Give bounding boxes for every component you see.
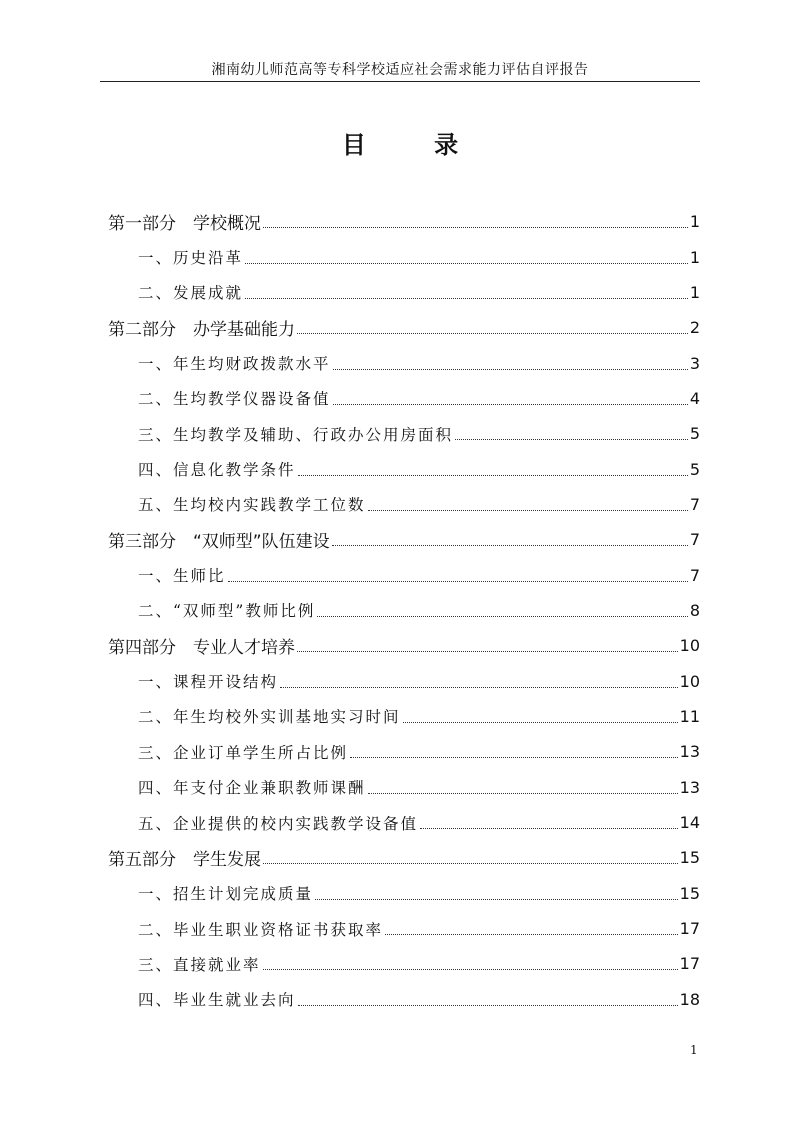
toc-entry-label: 一、年生均财政拨款水平 bbox=[138, 355, 331, 374]
toc-entry-label: 第五部分 学生发展 bbox=[108, 850, 261, 871]
toc-entry-page: 15 bbox=[679, 848, 700, 868]
toc-dot-leader bbox=[298, 1005, 678, 1006]
toc-dot-leader bbox=[298, 475, 688, 476]
toc-entry-section[interactable] bbox=[108, 699, 700, 734]
toc-entry-section[interactable] bbox=[108, 416, 700, 451]
toc-entry-page: 10 bbox=[679, 636, 700, 656]
toc-dot-leader bbox=[263, 227, 688, 228]
toc-entry-label: 第一部分 学校概况 bbox=[108, 214, 261, 235]
toc-entry-label: 三、生均教学及辅助、行政办公用房面积 bbox=[138, 425, 454, 444]
toc-entry-label: 四、年支付企业兼职教师课酬 bbox=[138, 779, 366, 798]
toc-dot-leader bbox=[263, 863, 678, 864]
toc-entry-label: 三、直接就业率 bbox=[138, 955, 261, 974]
toc-entry-section[interactable] bbox=[108, 345, 700, 380]
toc-entry-page: 3 bbox=[689, 353, 700, 373]
toc-entry-label: 一、招生计划完成质量 bbox=[138, 885, 314, 904]
toc-entry-section[interactable] bbox=[108, 451, 700, 486]
toc-dot-leader bbox=[350, 757, 678, 758]
toc-entry-part[interactable] bbox=[108, 310, 700, 345]
toc-dot-leader bbox=[368, 793, 678, 794]
toc-entry-page: 1 bbox=[689, 247, 700, 267]
toc-entry-page: 13 bbox=[679, 742, 700, 762]
toc-entry-section[interactable] bbox=[108, 593, 700, 628]
toc-entry-page: 7 bbox=[689, 565, 700, 585]
toc-entry-section[interactable] bbox=[108, 239, 700, 274]
toc-entry-label: 二、生均教学仪器设备值 bbox=[138, 390, 331, 409]
toc-dot-leader bbox=[228, 581, 688, 582]
toc-dot-leader bbox=[403, 722, 678, 723]
toc-entry-label: 一、课程开设结构 bbox=[138, 673, 279, 692]
toc-entry-page: 14 bbox=[679, 813, 700, 833]
toc-entry-section[interactable] bbox=[108, 663, 700, 698]
page-number: 1 bbox=[690, 1043, 698, 1057]
toc-dot-leader bbox=[455, 439, 688, 440]
toc-entry-section[interactable] bbox=[108, 557, 700, 592]
toc-dot-leader bbox=[297, 651, 678, 652]
toc-entry-page: 5 bbox=[689, 459, 700, 479]
toc-entry-label: 二、年生均校外实训基地实习时间 bbox=[138, 708, 401, 727]
toc-entry-page: 18 bbox=[679, 989, 700, 1009]
toc-dot-leader bbox=[315, 899, 678, 900]
toc-entry-label: 一、历史沿革 bbox=[138, 249, 244, 268]
toc-entry-section[interactable] bbox=[108, 381, 700, 416]
toc-dot-leader bbox=[368, 510, 688, 511]
toc-entry-section[interactable] bbox=[108, 911, 700, 946]
toc-entry-page: 1 bbox=[689, 282, 700, 302]
toc-entry-page: 15 bbox=[679, 883, 700, 903]
toc-dot-leader bbox=[333, 404, 688, 405]
toc-dot-leader bbox=[385, 934, 678, 935]
toc-entry-label: 五、企业提供的校内实践教学设备值 bbox=[138, 814, 419, 833]
toc-entry-page: 7 bbox=[689, 530, 700, 550]
toc-entry-section[interactable] bbox=[108, 487, 700, 522]
toc-entry-label: 四、毕业生就业去向 bbox=[138, 991, 296, 1010]
toc-dot-leader bbox=[333, 369, 688, 370]
header-rule bbox=[100, 81, 700, 82]
toc-entry-label: 第四部分 专业人才培养 bbox=[108, 638, 295, 659]
toc-entry-part[interactable] bbox=[108, 628, 700, 663]
toc-dot-leader bbox=[245, 298, 688, 299]
toc-entry-page: 17 bbox=[679, 954, 700, 974]
toc-entry-page: 10 bbox=[679, 671, 700, 691]
toc-dot-leader bbox=[297, 333, 688, 334]
toc-entry-label: 二、“双师型”教师比例 bbox=[138, 602, 316, 621]
toc-dot-leader bbox=[317, 616, 687, 617]
toc-entry-part[interactable] bbox=[108, 522, 700, 557]
toc-entry-section[interactable] bbox=[108, 734, 700, 769]
toc-entry-page: 1 bbox=[689, 212, 700, 232]
toc-entry-label: 二、毕业生职业资格证书获取率 bbox=[138, 920, 384, 939]
toc-entry-label: 第三部分 “双师型”队伍建设 bbox=[108, 532, 330, 553]
toc-entry-page: 8 bbox=[689, 600, 700, 620]
toc-entry-label: 五、生均校内实践教学工位数 bbox=[138, 496, 366, 515]
running-header: 湘南幼儿师范高等专科学校适应社会需求能力评估自评报告 bbox=[211, 62, 589, 78]
toc-entry-page: 5 bbox=[689, 424, 700, 444]
toc-entry-part[interactable] bbox=[108, 204, 700, 239]
toc-dot-leader bbox=[263, 969, 678, 970]
toc-entry-section[interactable] bbox=[108, 946, 700, 981]
toc-entry-label: 第二部分 办学基础能力 bbox=[108, 320, 295, 341]
toc-entry-section[interactable] bbox=[108, 805, 700, 840]
toc-entry-label: 一、生师比 bbox=[138, 567, 226, 586]
toc-entry-section[interactable] bbox=[108, 982, 700, 1017]
toc-entry-page: 7 bbox=[689, 494, 700, 514]
toc-entry-section[interactable] bbox=[108, 770, 700, 805]
toc-entry-page: 11 bbox=[679, 706, 700, 726]
toc-entry-page: 13 bbox=[679, 777, 700, 797]
toc-dot-leader bbox=[280, 687, 678, 688]
toc-entry-page: 2 bbox=[689, 318, 700, 338]
toc-entry-part[interactable] bbox=[108, 840, 700, 875]
toc-entry-page: 17 bbox=[679, 919, 700, 939]
toc-dot-leader bbox=[245, 263, 688, 264]
toc-entry-label: 四、信息化教学条件 bbox=[138, 461, 296, 480]
toc-entry-section[interactable] bbox=[108, 876, 700, 911]
toc-entry-label: 三、企业订单学生所占比例 bbox=[138, 743, 349, 762]
toc-entry-label: 二、发展成就 bbox=[138, 284, 244, 303]
toc-title: 目 录 bbox=[341, 130, 489, 159]
toc-entry-section[interactable] bbox=[108, 275, 700, 310]
toc-dot-leader bbox=[332, 545, 688, 546]
toc-dot-leader bbox=[420, 828, 678, 829]
toc-entry-page: 4 bbox=[689, 388, 700, 408]
toc-list bbox=[108, 204, 700, 1017]
